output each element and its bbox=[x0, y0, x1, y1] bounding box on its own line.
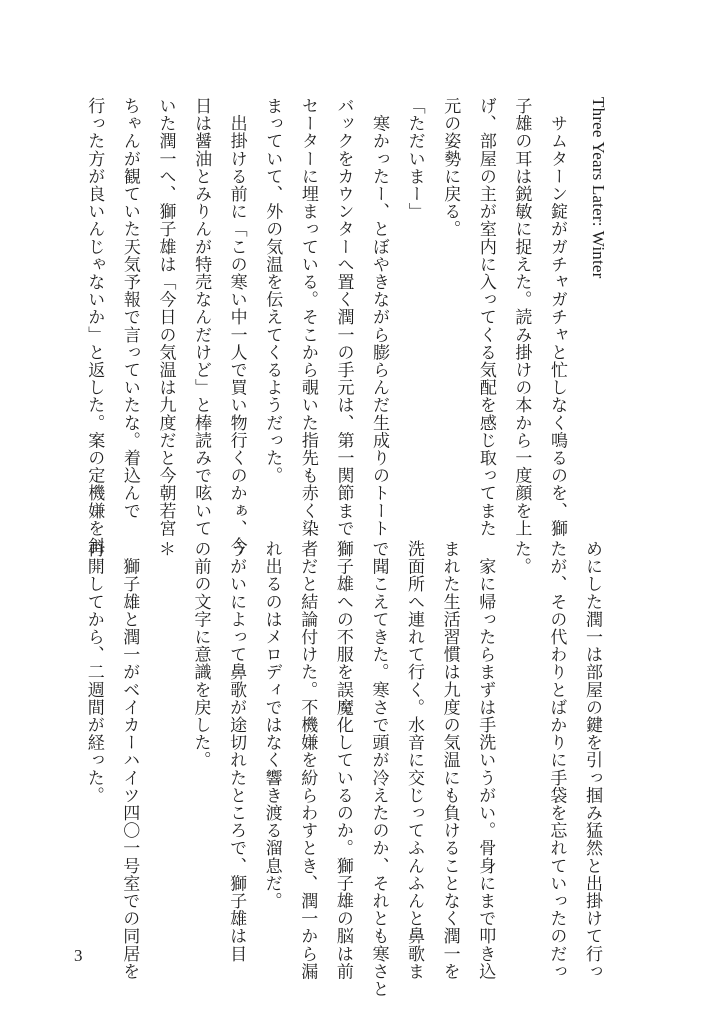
text-column: 子雄の耳は鋭敏に捉えた。読み掛けの本から一度顔を上 bbox=[511, 97, 532, 537]
text-column: 日は醤油とみりんが特売なんだけど」と棒読みで呟いて bbox=[191, 97, 212, 537]
text-column: たが、その代わりとばかりに手袋を忘れていったのだっ bbox=[546, 540, 567, 980]
text-column: の前の文字に意識を戻した。 bbox=[190, 540, 211, 769]
text-column: うがいによって鼻歌が途切れたところで、獅子雄は目 bbox=[226, 540, 247, 963]
text-column: いた潤一へ、獅子雄は「今日の気温は九度だと今朝若宮 bbox=[155, 97, 176, 537]
bottom-text-block bbox=[75, 540, 609, 998]
text-column: 出掛ける前に「この寒い中一人で買い物行くのかぁ、今 bbox=[226, 97, 247, 555]
text-column: バックをカウンターへ置く潤一の手元は、第一関節まで bbox=[333, 97, 354, 537]
text-column: げ、部屋の主が室内に入ってくる気配を感じ取ってまた bbox=[475, 97, 496, 537]
text-column: 再開してから、二週間が経った。 bbox=[83, 540, 104, 804]
text-column: 獅子雄と潤一がベイカーハイツ四〇一号室での同居を bbox=[119, 540, 140, 980]
top-text-block bbox=[76, 97, 574, 555]
text-column: 獅子雄への不服を誤魔化しているのか。獅子雄の脳は前 bbox=[332, 540, 353, 980]
text-column: 家に帰ったらまずは手洗いうがい。骨身にまで叩き込 bbox=[475, 540, 496, 980]
text-column: ＊ bbox=[154, 540, 175, 558]
text-column: サムターン錠がガチャガチャと忙しなく鳴るのを、獅 bbox=[547, 97, 567, 537]
text-column: た。 bbox=[510, 540, 531, 576]
text-column: 洗面所へ連れて行く。水音に交じってふんふんと鼻歌ま bbox=[404, 540, 425, 980]
chapter-title: Three Years Later: Winter bbox=[589, 97, 608, 279]
text-column: 寒かったー、とぼやきながら膨らんだ生成りのトート bbox=[369, 97, 390, 537]
text-column: ちゃんが観ていた天気予報で言っていたな。着込んで bbox=[119, 97, 140, 520]
text-column: 行った方が良いんじゃないか」と返した。案の定機嫌を斜 bbox=[84, 97, 105, 555]
text-column: めにした潤一は部屋の鍵を引っ掴み猛然と出掛けて行っ bbox=[582, 540, 602, 980]
text-column: 者だと結論付けた。不機嫌を紛らわすとき、潤一から漏 bbox=[297, 540, 318, 980]
text-column: まれた生活習慣は九度の気温にも負けることなく潤一を bbox=[439, 540, 460, 980]
text-column: れ出るのはメロディではなく響き渡る溜息だ。 bbox=[261, 540, 282, 910]
text-column: 元の姿勢に戻る。 bbox=[440, 97, 461, 238]
page-number: 3 bbox=[74, 946, 83, 965]
text-column: で聞こえてきた。寒さで頭が冷えたのか、それとも寒さと bbox=[368, 540, 389, 998]
text-column: 「ただいまー」 bbox=[404, 97, 425, 221]
text-column: まっていて、外の気温を伝えてくるようだった。 bbox=[262, 97, 283, 485]
text-column: セーターに埋まっている。そこから覗いた指先も赤く染 bbox=[297, 97, 318, 537]
